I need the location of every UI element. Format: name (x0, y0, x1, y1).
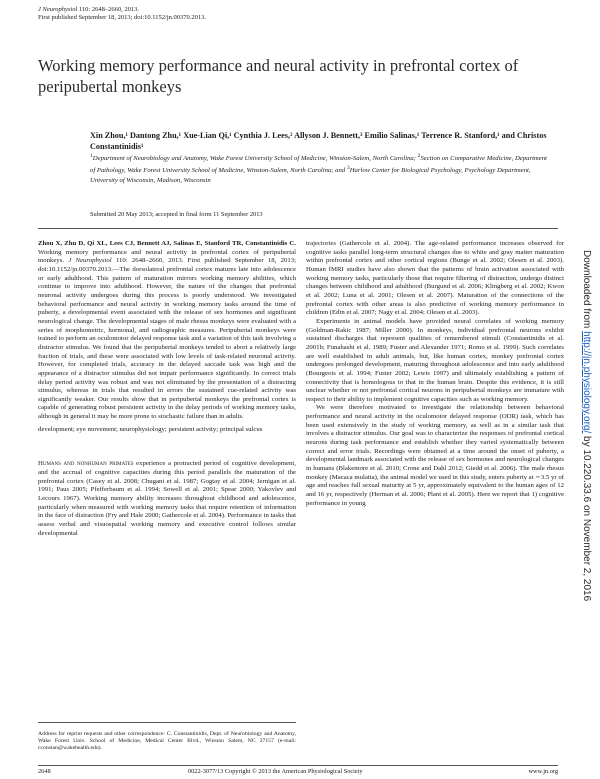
header-divider (38, 228, 558, 229)
download-suffix: by 10.220.33.6 on November 2, 2016 (581, 433, 592, 602)
abstract (38, 240, 296, 422)
abstract-ref-rest: 110: 2648–2660, 2013. First published September 18, 2013; doi:10.1152/jn.00370.2013.— (38, 257, 296, 273)
journal-citation: 110: 2648–2660, 2013. (78, 6, 139, 13)
first-published: First published September 18, 2013; doi:10.1152/jn.00370.2013. (38, 14, 207, 21)
abstract-journal-ref: J Neurophysiol (68, 257, 112, 265)
article-title: Working memory performance and neural activity in prefrontal cortex of peripubertal monkeys (38, 56, 519, 96)
page-number: 2648 (38, 768, 51, 775)
abstract-authors: Zhou X, Zhu D, Qi XL, Lees CJ, Bennett AJ, Salinas E, Stanford TR, Constantinidis C. (38, 240, 296, 247)
correspondence-footnote: Address for reprint requests and other correspondence: C. Constantinidis, Dept. of Neurobiology and Anatomy, Wake Forest Univ. School of Medicine, Medical Center Blvd., Winston Salem, NC 27157 (e-mail: cconstan@wakehealth.edu). (38, 731, 296, 752)
affiliation-sup: 2 (417, 153, 421, 159)
body-paragraph: trajectories (Gathercole et al. 2004). The age-related performance increases observed for cognitive tasks parallel long-term structural changes due to white and gray matter maturation within prefrontal cortex and other cortical regions (Bunge et al. 2002; Olesen et al. 2003). Human fMRI studies have also shown that the patterns of brain activation associated with working memory tasks, particularly those that require filtering of distraction, undergo distinct changes between childhood and adulthood (Burgund et al. 2006; Klingberg et al. 2002; Kwon et al. 2002; Luna et al. 2001; Olesen et al. 2007). Maturation of the connections of the prefrontal cortex with other areas is also predictive of working memory performance in children (Edin et al. 2007; Nagy et al. 2004; Olesen et al. 2003). (306, 240, 564, 317)
affiliations (90, 152, 550, 186)
affiliation-text: Section on Comparative Medicine, Department of Pathology, Wake Forest University School of Medicine, Winston-Salem, North Carolina; and (90, 155, 547, 175)
download-watermark (578, 250, 598, 770)
keywords: development; eye movement; neurophysiology; persistent activity; principal sulcus (38, 425, 263, 433)
left-column (38, 240, 296, 538)
abstract-title-ref: Working memory performance and neural activity in prefrontal cortex of peripubertal monkeys. (38, 248, 296, 265)
affiliation-text: Department of Neurobiology and Anatomy, Wake Forest University School of Medicine, Winston-Salem, North Carolina; (92, 155, 416, 163)
download-link[interactable]: http://jn.physiology.org/ (581, 331, 592, 434)
intro-caps-lead: Humans and nonhuman primates (38, 460, 134, 468)
right-column (306, 240, 564, 508)
copyright: 0022-3077/13 Copyright © 2013 the American Physiological Society (188, 768, 363, 775)
body-paragraph: We were therefore motivated to investigate the relationship between behavioral performance and neural activity in the oculomotor delayed response (ODR) task, which has been used extensively in the study of working memory, as well as in a similar task that involves a distractor stimulus. Our goal was to characterize the responses of prefrontal cortical neurons during task performance and establish whether they varied systematically between correct and error trials. Recordings were obtained at a time around the onset of puberty, a developmental landmark associated with the release of sex hormones and neurological changes in humans (Blakemore et al. 2010; Crone and Dahl 2012; Giedd et al. 2006). The male rhesus monkey (Macaca mulatta), the animal model we used in this study, enters puberty at ∼3.5 yr of age and reaches full sexual maturity at 5 yr, approximately equivalent to the human ages of 12 and 16 yr, respectively (Herman et al. 2006; Plant et al. 2005). Here we report that 1) cognitive performance in young (306, 404, 564, 507)
submission-dates: Submitted 20 May 2013; accepted in final form 11 September 2013 (90, 211, 263, 218)
intro-text: experience a protracted period of cognitive development, and the accrual of cognitive capacities during this period parallels the maturation of the prefrontal cortex (Casey et al. 2008; Chugani et al. 1987; Gogtay et al. 2004; Jernigan et al. 1991; Paus 2005; Pfefferbaum et al. 1994; Sowell et al. 2001; Spear 2000; Yakovlev and Lecours 1967). Working memory ability increases throughout childhood and adolescence, particularly when measured with working memory tasks that require retention of information in the face of distraction (Fry and Hale 2000; Gathercole et al. 2004). Performance in tasks that assess verbal and visuospatial working memory and executive control follows similar developmental (38, 460, 296, 537)
body-paragraph: Experiments in animal models have provided neural correlates of working memory (Goldman-Rakic 1987; Miller 2000). In monkeys, individual prefrontal neurons exhibit sustained discharges that represent qualities of remembered stimuli (Constantinidis et al. 2001b; Funahashi et al. 1989; Fuster and Alexander 1971; Romo et al. 1999). Such correlates are well established in adult animals, but, like human cortex, monkey prefrontal cortex undergoes prolonged development, maturing throughout adolescence and into early adulthood (Bourgeois et al. 1994; Fuster 2002; Lewis 1997) and ultimately establishing a pattern of connectivity that is homologous to that in the human brain. Despite this evidence, it is still unclear whether or not prefrontal cortical neurons in peripubertal monkeys are immature with respect to their ability to implement cognitive capacities such as working memory. (306, 317, 564, 403)
author-list: Xin Zhou,¹ Dantong Zhu,¹ Xue-Lian Qi,¹ Cynthia J. Lees,² Allyson J. Bennett,³ Emilio Salinas,¹ Terrence R. Stanford,¹ and Christos Constantinidis¹ (90, 131, 547, 151)
download-prefix: Downloaded from (581, 250, 592, 332)
footer-divider (38, 765, 558, 766)
intro-paragraph (38, 460, 296, 538)
abstract-body: The dorsolateral prefrontal cortex matures late into adolescence or early adulthood. This pattern of maturation mirrors working memory abilities, which continue to improve into adulthood. However, the nature of the changes that prefrontal neuronal activity undergoes during this process is poorly understood. We investigated behavioral performance and neural activity in working memory tasks around the time of puberty, a developmental event associated with the release of sex hormones and significant neurological change. The developmental stages of male rhesus monkeys were evaluated with a series of morphometric, hormonal, and radiographic measures. Peripubertal monkeys were trained to perform an oculomotor delayed response task and a variation of this task involving a distractor stimulus. We found that the peripubertal monkeys tended to abort a relatively large fraction of trials, and these were associated with low levels of task-related neuronal activity. However, for completed trials, accuracy in the delayed saccade task was high and the appearance of a distractor stimulus did not impair performance significantly. In correct trials delay period activity was robust and was not eliminated by the presentation of a distracting stimulus, whereas in trials that resulted in errors the sustained cue-related activity was significantly weaker. Our results show that in peripubertal monkeys the prefrontal cortex is capable of generating robust persistent activity in the delay periods of working memory tasks, although in general it may be more prone to stochastic failure than in adults. (38, 265, 296, 421)
website: www.jn.org (528, 768, 558, 775)
affiliation-text: Harlow Center for Biological Psychology, Psychology Department, University of Wisconsin, Madison, Wisconsin (90, 167, 531, 185)
footnote-divider (38, 722, 296, 723)
journal-header (38, 6, 338, 22)
journal-name: J Neurophysiol (38, 6, 78, 13)
affiliation-sup: 1 (90, 153, 93, 159)
affiliation-sup: 3 (346, 165, 350, 172)
